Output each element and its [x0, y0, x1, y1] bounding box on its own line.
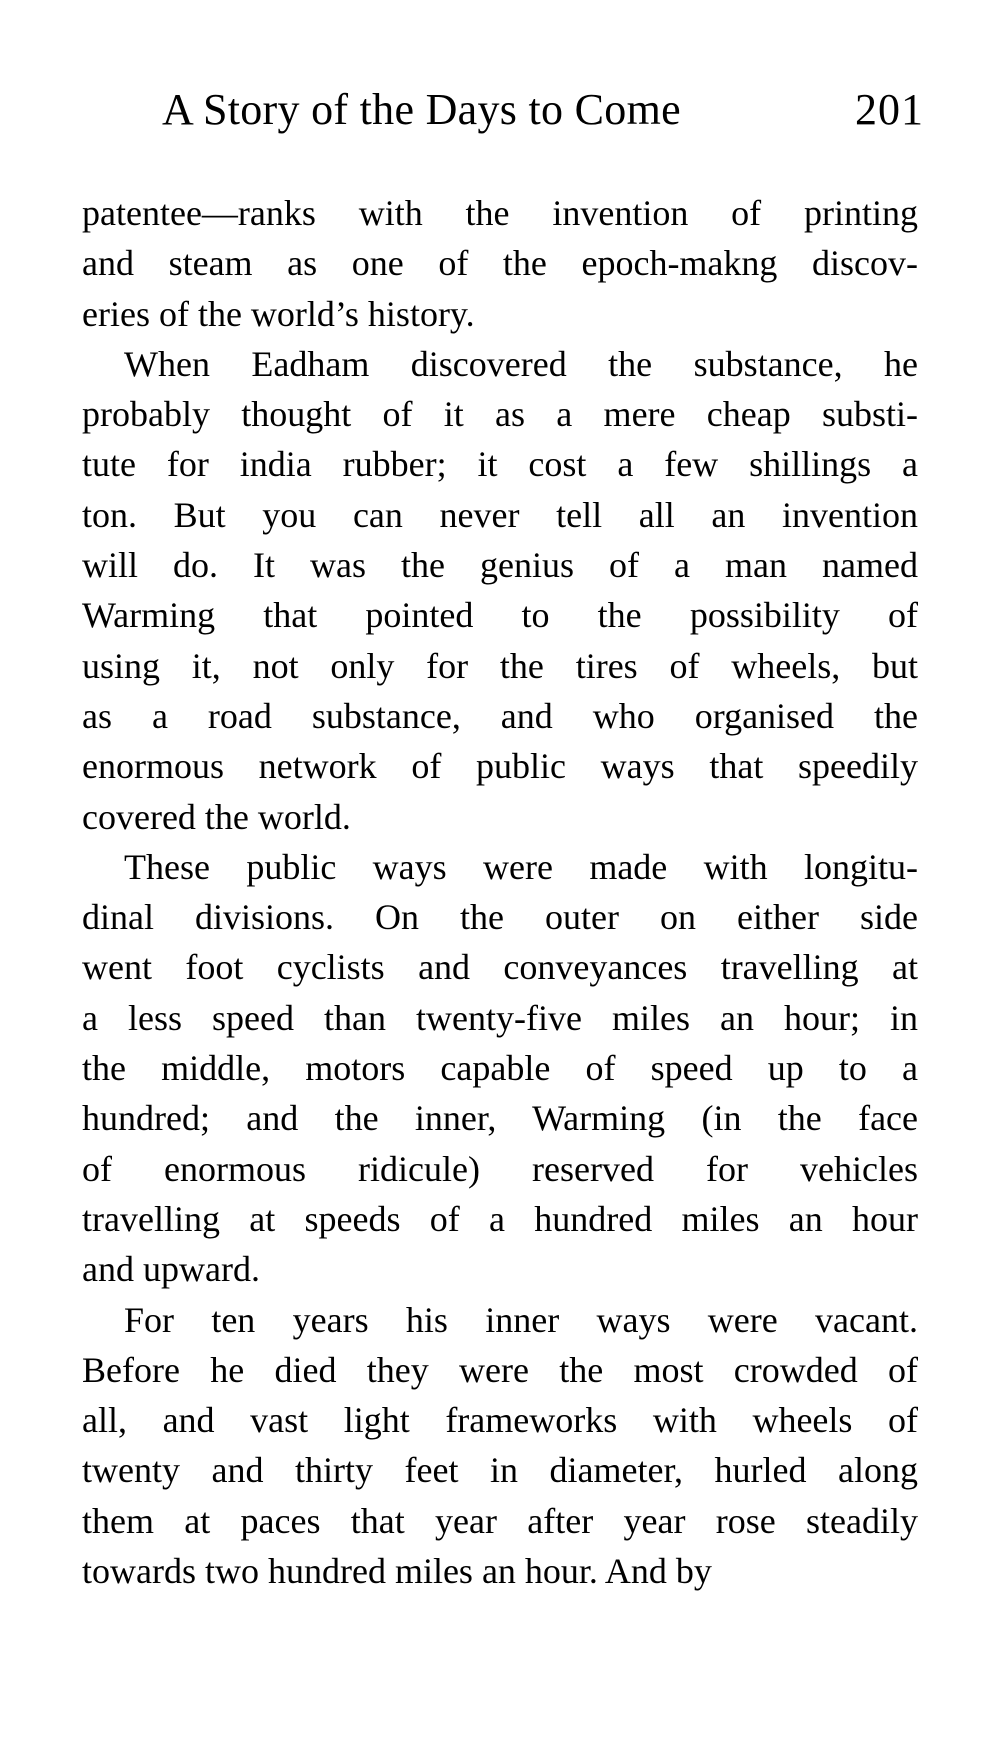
- text-line: and steam as one of the epoch-makng discov-: [82, 243, 918, 284]
- text-line: Before he died they were the most crowded of: [82, 1349, 918, 1390]
- text-line: Warming that pointed to the possibility of: [82, 595, 918, 636]
- text-line: the middle, motors capable of speed up to a: [82, 1048, 918, 1089]
- text-line: When Eadham discovered the substance, he: [124, 343, 918, 384]
- text-line: them at paces that year after year rose steadily: [82, 1500, 918, 1541]
- text-line: as a road substance, and who organised the: [82, 695, 918, 736]
- text-line: towards two hundred miles an hour. And by: [82, 1551, 712, 1592]
- text-line: hundred; and the inner, Warming (in the face: [82, 1098, 918, 1139]
- running-head-title: A Story of the Days to Come: [162, 85, 681, 134]
- text-line: covered the world.: [82, 796, 351, 837]
- text-line: travelling at speeds of a hundred miles an hour: [82, 1198, 918, 1239]
- text-line: patentee—ranks with the invention of printing: [82, 193, 918, 233]
- text-line: tute for india rubber; it cost a few shillings a: [82, 444, 918, 485]
- text-line: For ten years his inner ways were vacant.: [124, 1299, 918, 1340]
- text-line: dinal divisions. On the outer on either side: [82, 897, 918, 938]
- text-line: went foot cyclists and conveyances travelling at: [82, 947, 918, 988]
- text-line: twenty and thirty feet in diameter, hurled along: [82, 1450, 918, 1491]
- text-line: eries of the world’s history.: [82, 293, 475, 334]
- text-line: These public ways were made with longitu-: [124, 846, 918, 887]
- text-line: all, and vast light frameworks with wheels of: [82, 1400, 918, 1441]
- text-line: and upward.: [82, 1249, 260, 1290]
- running-head: [162, 80, 924, 140]
- text-line: using it, not only for the tires of wheels, but: [82, 645, 918, 686]
- page-number: 201: [855, 85, 924, 134]
- text-line: a less speed than twenty-five miles an hour; in: [82, 997, 918, 1038]
- text-line: of enormous ridicule) reserved for vehicles: [82, 1148, 918, 1189]
- text-line: will do. It was the genius of a man named: [82, 545, 918, 586]
- text-line: enormous network of public ways that speedily: [82, 746, 918, 787]
- text-line: probably thought of it as a mere cheap substi-: [82, 394, 918, 435]
- body-text: [82, 188, 918, 1596]
- text-line: ton. But you can never tell all an invention: [82, 494, 918, 535]
